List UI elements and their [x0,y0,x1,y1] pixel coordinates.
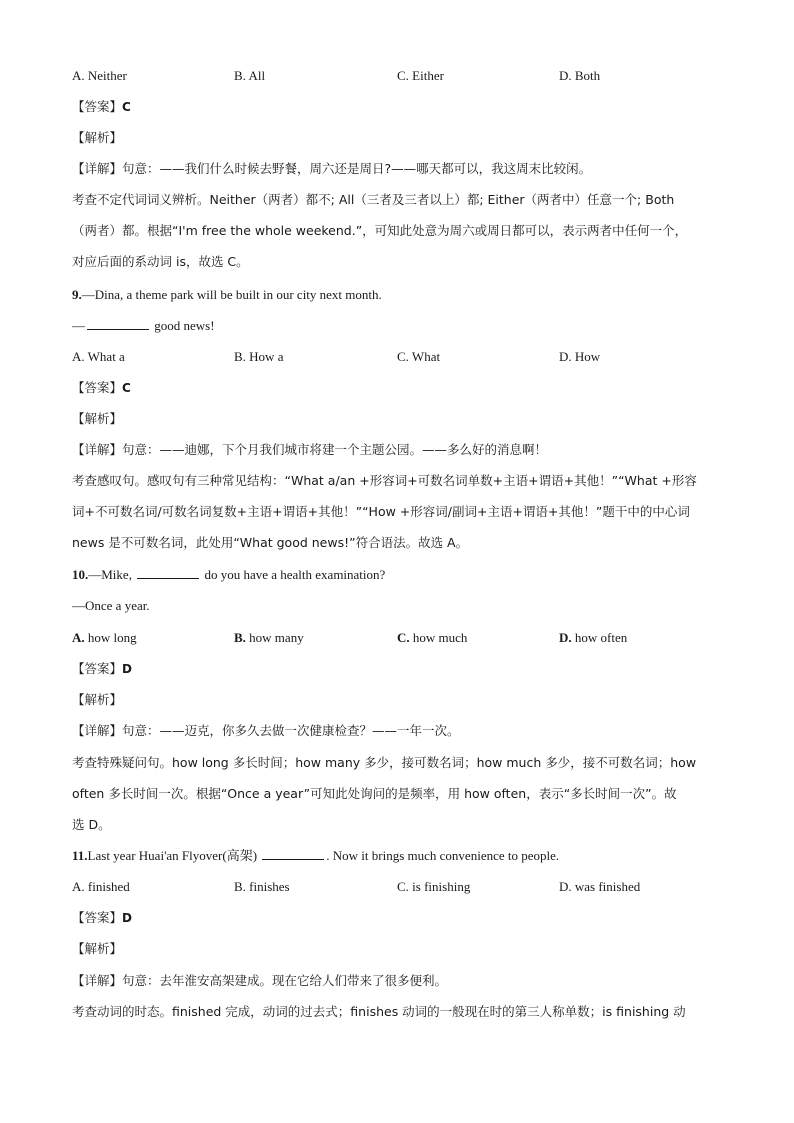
answer-tag: 【答案】 [72,99,123,114]
q8-answer [72,98,131,116]
answer-tag: 【答案】 [72,661,123,676]
stem-suffix: . Now it brings much convenience to people. [326,848,560,863]
detail-tag: 【详解】 [72,161,123,176]
option-text: how much [409,630,468,645]
q9-option-c[interactable]: C. What [397,349,441,364]
detail-text: 句意：——我们什么时候去野餐，周六还是周日?——哪天都可以，我这周末比较闲。 [122,161,592,176]
q10-answer [72,660,132,678]
q10-detail [72,722,460,740]
detail-tag: 【详解】 [72,973,123,988]
q8-option-a[interactable]: A. Neither [72,68,127,83]
q8-analysis-tag: 【解析】 [72,130,123,145]
q8-explanation-line-3: 对应后面的系动词 is，故选 C。 [72,254,249,269]
answer-blank[interactable] [137,566,199,579]
detail-text: 句意：——迈克，你多久去做一次健康检查？——一年一次。 [122,723,460,738]
option-text: how many [245,630,304,645]
option-letter: C. [397,630,410,645]
q10-option-c[interactable] [397,629,467,647]
q8-option-b[interactable]: B. All [234,68,266,83]
q11-option-b[interactable]: B. finishes [234,879,290,894]
q9-answer [72,379,131,397]
stem-prefix: —Mike, [88,567,136,582]
q10-option-a[interactable] [72,629,137,647]
detail-text: 句意：去年淮安高架建成。现在它给人们带来了很多便利。 [122,973,448,988]
detail-tag: 【详解】 [72,442,123,457]
q10-option-d[interactable] [559,629,627,647]
q11-analysis-tag: 【解析】 [72,941,123,956]
answer-value: C [122,100,131,114]
q9-options [72,348,724,366]
q9-explanation-line-3: news 是不可数名词，此处用“What good news!”符合语法。故选 A。 [72,535,469,550]
q10-stem-line-1 [72,566,385,584]
q11-detail [72,972,447,990]
question-number: 10. [72,567,89,582]
answer-tag: 【答案】 [72,910,123,925]
option-text: how often [571,630,628,645]
q8-detail [72,160,591,178]
q11-answer [72,909,132,927]
option-text: how long [84,630,137,645]
stem-suffix: good news! [151,318,215,333]
q11-option-c[interactable]: C. is finishing [397,879,471,894]
q9-stem-line-1 [72,286,382,304]
q9-analysis-tag: 【解析】 [72,411,123,426]
q9-explanation-line-1: 考查感叹句。感叹句有三种常见结构：“What a/an +形容词+可数名词单数+主语+谓语+其他！”“What +形容 [72,473,697,488]
q10-stem-line-2: —Once a year. [72,598,150,613]
answer-blank[interactable] [262,847,324,860]
q10-option-b[interactable] [234,629,304,647]
answer-blank[interactable] [87,317,149,330]
answer-value: D [122,911,132,925]
q10-options [72,629,724,647]
stem-suffix: do you have a health examination? [201,567,386,582]
q8-options [72,67,724,85]
q11-stem [72,847,559,865]
q9-option-b[interactable]: B. How a [234,349,284,364]
q8-option-d[interactable]: D. Both [559,68,601,83]
q11-explanation-line-1: 考查动词的时态。finished 完成，动词的过去式；finishes 动词的一般现在时的第三人称单数；is finishing 动 [72,1004,686,1019]
q8-explanation-line-2: （两者）都。根据“I'm free the whole weekend.”，可知此处意为周六或周日都可以，表示两者中任何一个， [72,223,688,238]
answer-value: D [122,662,132,676]
stem-prefix: — [72,318,85,333]
q8-option-c[interactable]: C. Either [397,68,444,83]
detail-text: 句意：——迪娜，下个月我们城市将建一个主题公园。——多么好的消息啊！ [122,442,548,457]
q9-option-a[interactable]: A. What a [72,349,125,364]
option-letter: B. [234,630,246,645]
q9-explanation-line-2: 词+不可数名词/可数名词复数+主语+谓语+其他！”“How +形容词/副词+主语+谓语+其他！”题干中的中心词 [72,504,690,519]
question-number: 9. [72,287,82,302]
q10-analysis-tag: 【解析】 [72,692,123,707]
q9-detail [72,441,547,459]
q9-option-d[interactable]: D. How [559,349,601,364]
q8-explanation-line-1: 考查不定代词词义辨析。Neither（两者）都不; All（三者及三者以上）都; Either（两者中）任意一个; Both [72,192,675,207]
q11-option-a[interactable]: A. finished [72,879,130,894]
option-letter: D. [559,630,572,645]
option-letter: A. [72,630,85,645]
q10-explanation-line-2: often 多长时间一次。根据“Once a year”可知此处询问的是频率，用 how often，表示“多长时间一次”。故 [72,786,677,801]
stem-text: —Dina, a theme park will be built in our city next month. [81,287,382,302]
question-number: 11. [72,848,88,863]
q10-explanation-line-3: 选 D。 [72,817,111,832]
q9-stem-line-2 [72,317,215,335]
answer-value: C [122,381,131,395]
q11-option-d[interactable]: D. was finished [559,879,641,894]
q10-explanation-line-1: 考查特殊疑问句。how long 多长时间；how many 多少，接可数名词；how much 多少，接不可数名词；how [72,755,697,770]
detail-tag: 【详解】 [72,723,123,738]
q11-options [72,878,724,896]
stem-prefix: Last year Huai'an Flyover(高架) [87,848,261,863]
answer-tag: 【答案】 [72,380,123,395]
